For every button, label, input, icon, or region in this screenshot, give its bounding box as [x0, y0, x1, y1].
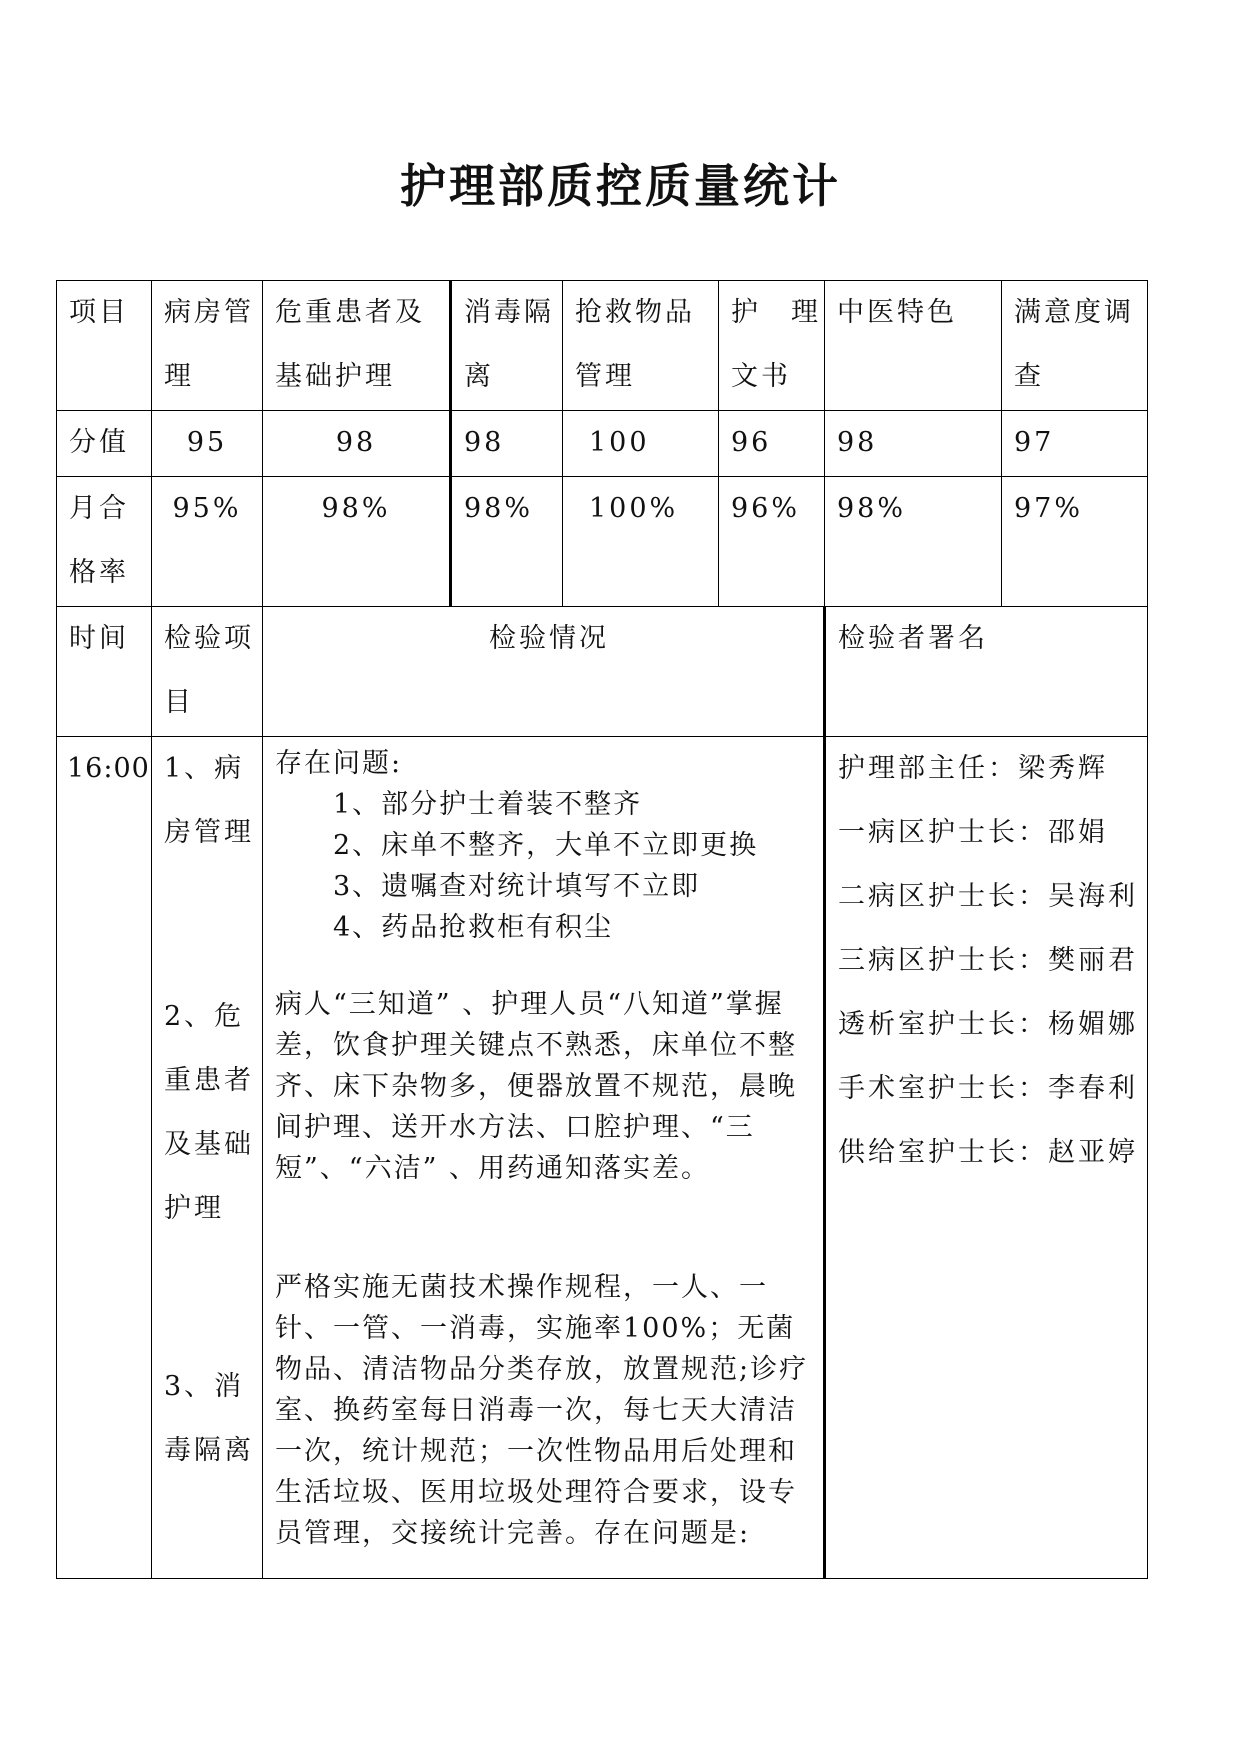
item-ward: 1、病房管理 [164, 753, 254, 848]
signer: 二病区护士长：吴海利 [838, 881, 1138, 912]
signer: 供给室护士长：赵亚婷 [838, 1137, 1138, 1168]
rate-cell: 98% [451, 477, 563, 607]
signer: 透析室护士长：杨媚娜 [838, 1009, 1138, 1040]
inspection-time: 16:00 [57, 737, 152, 1579]
rate-row [57, 477, 1148, 607]
header-cell: 消毒隔离 [451, 281, 563, 411]
score-cell: 96 [719, 411, 825, 477]
inspection-items [152, 737, 263, 1579]
signer: 手术室护士长：李春利 [838, 1073, 1138, 1104]
signer-list [825, 737, 1148, 1579]
score-label: 分值 [57, 411, 152, 477]
inspection-row [57, 737, 1148, 1579]
ward-issue: 1、部分护士着装不整齐 [333, 789, 643, 820]
ward-issue: 3、遗嘱查对统计填写不立即 [333, 871, 701, 902]
signer-label: 检验者署名 [825, 607, 1148, 737]
header-cell: 中医特色 [825, 281, 1002, 411]
disinfection-text: 严格实施无菌技术操作规程，一人、一针、一管、一消毒，实施率100%；无菌物品、清洁物品分类存放，放置规范;诊疗室、换药室每日消毒一次，每七天大清洁一次，统计规范；一次性物品用后处理和生活垃圾、医用垃圾处理符合要求，设专员管理，交接统计完善。存在问题是: [275, 1272, 809, 1549]
rate-cell: 95% [152, 477, 263, 607]
critical-care-text: 病人“三知道” 、护理人员“八知道”掌握差，饮食护理关键点不熟悉，床单位不整齐、床下杂物多，便器放置不规范，晨晚间护理、送开水方法、口腔护理、“三短”、“六洁” 、用药通知落实差。 [275, 989, 797, 1184]
ward-heading: 存在问题: [275, 748, 403, 779]
page-title: 护理部质控质量统计 [400, 159, 841, 213]
rate-cell: 98% [825, 477, 1002, 607]
ward-issue: 4、药品抢救柜有积尘 [333, 912, 614, 943]
header-cell: 危重患者及基础护理 [263, 281, 451, 411]
quality-table [56, 280, 1148, 1579]
score-row [57, 411, 1148, 477]
header-cell: 抢救物品管理 [563, 281, 719, 411]
situation-label: 检验情况 [263, 607, 825, 737]
header-cell: 病房管理 [152, 281, 263, 411]
item-critical-care: 2、危重患者及基础护理 [164, 1001, 254, 1224]
rate-cell: 98% [263, 477, 451, 607]
score-cell: 97 [1002, 411, 1148, 477]
signer: 一病区护士长：邵娟 [838, 817, 1108, 848]
rate-cell: 96% [719, 477, 825, 607]
rate-cell: 100% [563, 477, 719, 607]
item-label: 检验项目 [152, 607, 263, 737]
ward-issue: 2、床单不整齐，大单不立即更换 [333, 830, 759, 861]
header-row [57, 281, 1148, 411]
score-cell: 98 [263, 411, 451, 477]
rate-label: 月合格率 [57, 477, 152, 607]
score-cell: 98 [451, 411, 563, 477]
inspection-header-row [57, 607, 1148, 737]
score-cell: 100 [563, 411, 719, 477]
rate-cell: 97% [1002, 477, 1148, 607]
header-cell: 项目 [57, 281, 152, 411]
signer: 护理部主任：梁秀辉 [838, 753, 1108, 784]
time-label: 时间 [57, 607, 152, 737]
header-cell: 护 理文书 [719, 281, 825, 411]
signer: 三病区护士长：樊丽君 [838, 945, 1138, 976]
item-disinfection: 3、消毒隔离 [164, 1371, 254, 1466]
score-cell: 95 [152, 411, 263, 477]
score-cell: 98 [825, 411, 1002, 477]
inspection-details [263, 737, 825, 1579]
header-cell: 满意度调查 [1002, 281, 1148, 411]
